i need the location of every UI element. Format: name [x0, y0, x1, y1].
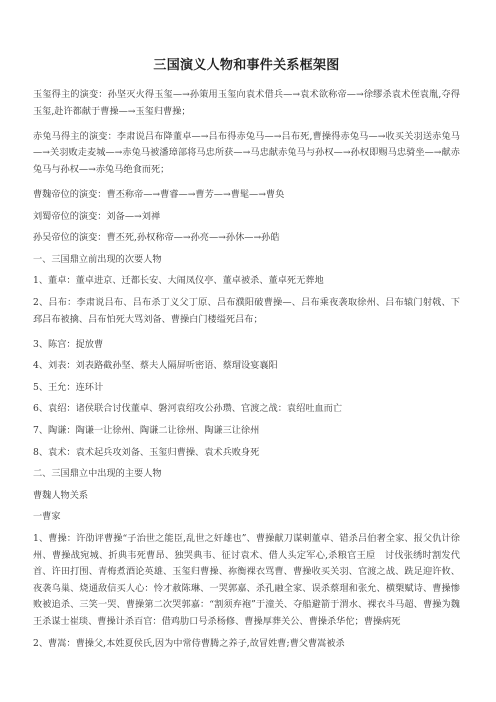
paragraph-wu-succession: 孙吴帝位的演变：曹丕死,孙权称帝—→孙亮—→孙休—→孙皓 [33, 232, 280, 244]
list-item-dong-zhuo: 1、董卓：董卓进京、迁都长安、大闹凤仪亭、董卓被杀、董卓死无葬地 [33, 275, 324, 287]
paragraph-shu-succession: 刘蜀帝位的演变：刘备—→刘禅 [33, 210, 161, 222]
document-title: 三国演义人物和事件关系框架图 [153, 58, 340, 73]
paragraph-wei-succession: 曹魏帝位的演变：曹丕称帝—→曹睿—→曹芳—→曹髦—→曹奂 [33, 188, 285, 200]
list-item-cao-cao: 1、曹操：许劭评曹操“子治世之能臣,乱世之奸雄也”、曹操献刀谋刺董卓、错杀吕伯奢全家、报父仇计徐州、曹操战宛城、折典韦死曹昂、独哭典韦、征讨袁术、借人头定军心,杀粮官王垕 讨伐张绣时割发代首、许田打围、青梅煮酒论英雄、玉玺归曹操、祢衡裸衣骂曹、曹操收买关羽、官渡之战、跣足迎许攸、夜袭乌巢、烧通敌信买人心：怜才赦陈琳、一哭郭嘉、杀孔融全家、误杀蔡瑁和张允、横槊赋诗、曹操惨败被追杀、三笑一哭、曹操第二次哭郭嘉：“割须弃袍”于潼关、夺船避箭于渭水、裸衣斗马超、曹操为魏王杀谋士崔琰、曹操计杀百官：借鸡肋口号杀杨修、曹操厚葬关公、曹操杀华佗；曹操病死 [33, 532, 460, 627]
list-item-cao-song: 2、曹嵩：曹操父,本姓夏侯氏,因为中常侍曹腾之养子,故冒姓曹;曹父曹嵩被杀 [33, 637, 345, 649]
list-item-chen-gong: 3、陈宫：捉放曹 [33, 338, 104, 350]
list-item-yuan-shu: 8、袁术：袁术起兵攻刘备、玉玺归曹操、袁术兵败身死 [33, 446, 260, 458]
section-heading-main-characters: 二、三国鼎立中出现的主要人物 [33, 468, 162, 480]
list-item-tao-qian: 7、陶谦：陶谦一让徐州、陶谦二让徐州、陶谦三让徐州 [33, 425, 260, 436]
list-item-lu-bu: 2、吕布：李肃说吕布、吕布杀丁义父丁原、吕布濮阳破曹操—、吕布乘夜袭取徐州、吕布辕门射戟、下邳吕布被擒、吕布怕死大骂刘备、曹操白门楼缢死吕布； [33, 296, 460, 325]
list-item-yuan-shao: 6、袁绍：诸侯联合讨伐董卓、磐河袁绍攻公孙瓒、官渡之战：袁绍吐血而亡 [33, 403, 343, 415]
list-item-liu-biao: 4、刘表：刘表路截孙坚、蔡夫人隔屏听密语、蔡瑁设宴襄阳 [33, 360, 278, 372]
section-heading-minor-characters: 一、三国鼎立前出现的次要人物 [33, 253, 162, 265]
subheading-cao-wei: 曹魏人物关系 [33, 489, 89, 501]
paragraph-jade-seal: 玉玺得主的演变：孙坚灭火得玉玺—→孙策用玉玺向袁术借兵—→袁术欲称帝—→徐缪杀袁术侄袁胤,夺得玉玺,赴许都献于曹操—→玉玺归曹操； [33, 89, 460, 117]
subheading-cao-family: 一曹家 [33, 511, 61, 523]
paragraph-red-hare: 赤兔马得主的演变：李肃说吕布降董卓—→吕布得赤兔马—→吕布死,曹操得赤兔马—→收买关羽送赤兔马—→关羽败走麦城—→赤兔马被潘璋部将马忠所获—→马忠献赤兔马与孙权—→孙权即赐马忠骑坐—→献赤兔马与孙权—→赤兔马绝食而死； [33, 130, 460, 175]
list-item-wang-yun: 5、王允：连环计 [33, 381, 104, 393]
